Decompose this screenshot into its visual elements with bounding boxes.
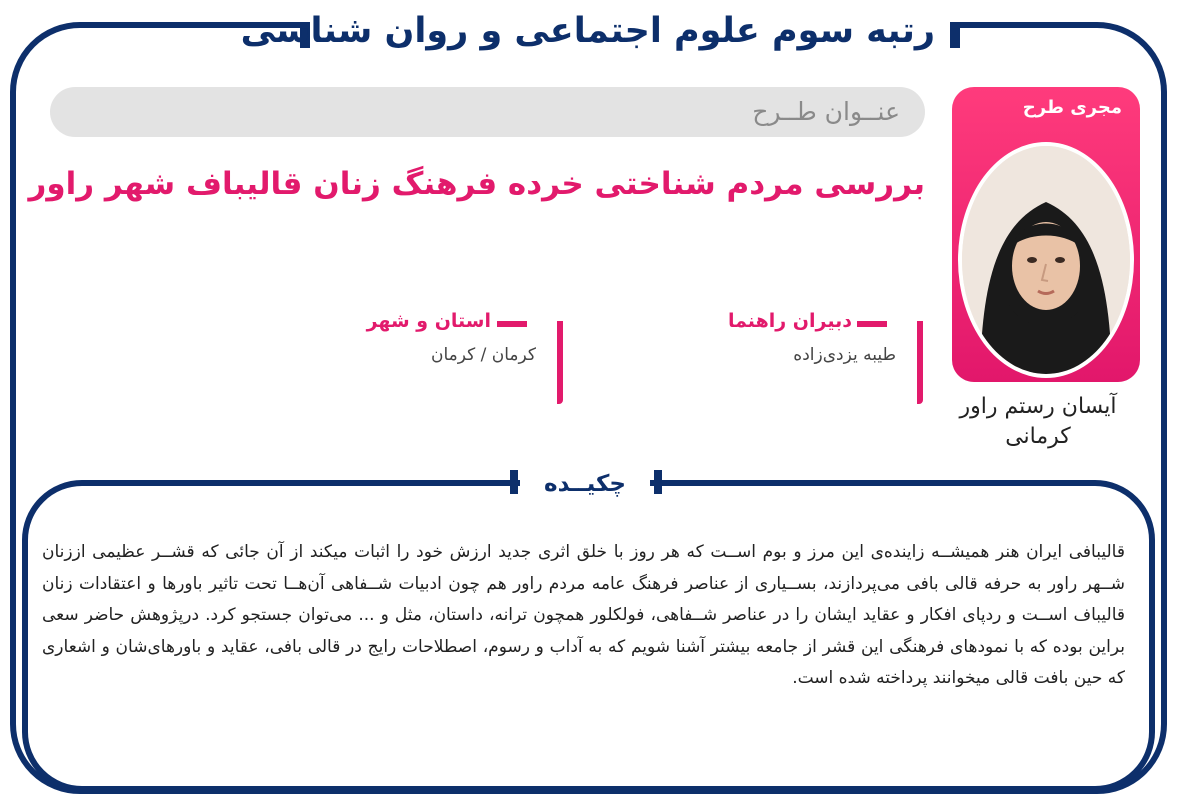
- location-accent: [497, 321, 527, 327]
- title-bracket-right: [950, 22, 960, 48]
- subject-label: عنــوان طــرح: [752, 97, 900, 126]
- location-value: کرمان / کرمان: [430, 345, 536, 365]
- location-divider: [557, 321, 563, 404]
- advisor-divider: [917, 321, 923, 404]
- subject-bar: [50, 87, 925, 137]
- advisor-label: دبیران راهنما: [727, 310, 852, 332]
- advisor-accent: [857, 321, 887, 327]
- presenter-photo: [958, 142, 1134, 378]
- location-label: استان و شهر: [366, 310, 491, 332]
- abstract-bracket-right: [654, 470, 662, 494]
- advisor-value: طیبه یزدی‌زاده: [793, 345, 896, 365]
- abstract-heading: چکیــده: [520, 466, 650, 502]
- presenter-card: [952, 87, 1140, 382]
- abstract-text: قالیبافی ایران هنر همیشــه زاینده‌ی این مرز و بوم اســت که هر روز با خلق اثری جدید ارزش خود را اثبات میکند از آن جائی که قشــر عظیمی اززنان شــهر راور به حرفه قالی بافی می‌پردازند، بســیاری از عناصر فرهنگ عامه مردم راور هم چون ادبیات شــفاهی آن‌هــا تحت تاثیر باورها و اعتقادات زنان قالیباف اســت و ردپای افکار و عقاید ایشان را در عناصر شــفاهی، فولکلور همچون ترانه، داستان، مثل و ... می‌توان جستجو کرد. درپژوهش حاضر سعی براین بوده که با نمودهای فرهنگی این قشر از جامعه بیشتر آشنا شویم که به آداب و رسوم، اصطلاحات رایج در قالی بافی، عقاید و باورهای‌شان و اشعاری که حین بافت قالی میخوانند پرداخته شده است.: [42, 542, 1125, 688]
- presenter-name: آیسان رستم راور کرمانی: [959, 394, 1117, 449]
- presenter-label: مجری طرح: [1022, 97, 1122, 118]
- project-title: بررسی مردم شناختی خرده فرهنگ زنان قالیباف شهر راور: [28, 166, 925, 202]
- page-title: رتبه سوم علوم اجتماعی و روان شناسی: [240, 11, 935, 51]
- presenter-portrait-icon: [962, 146, 1130, 374]
- abstract-bracket-left: [510, 470, 518, 494]
